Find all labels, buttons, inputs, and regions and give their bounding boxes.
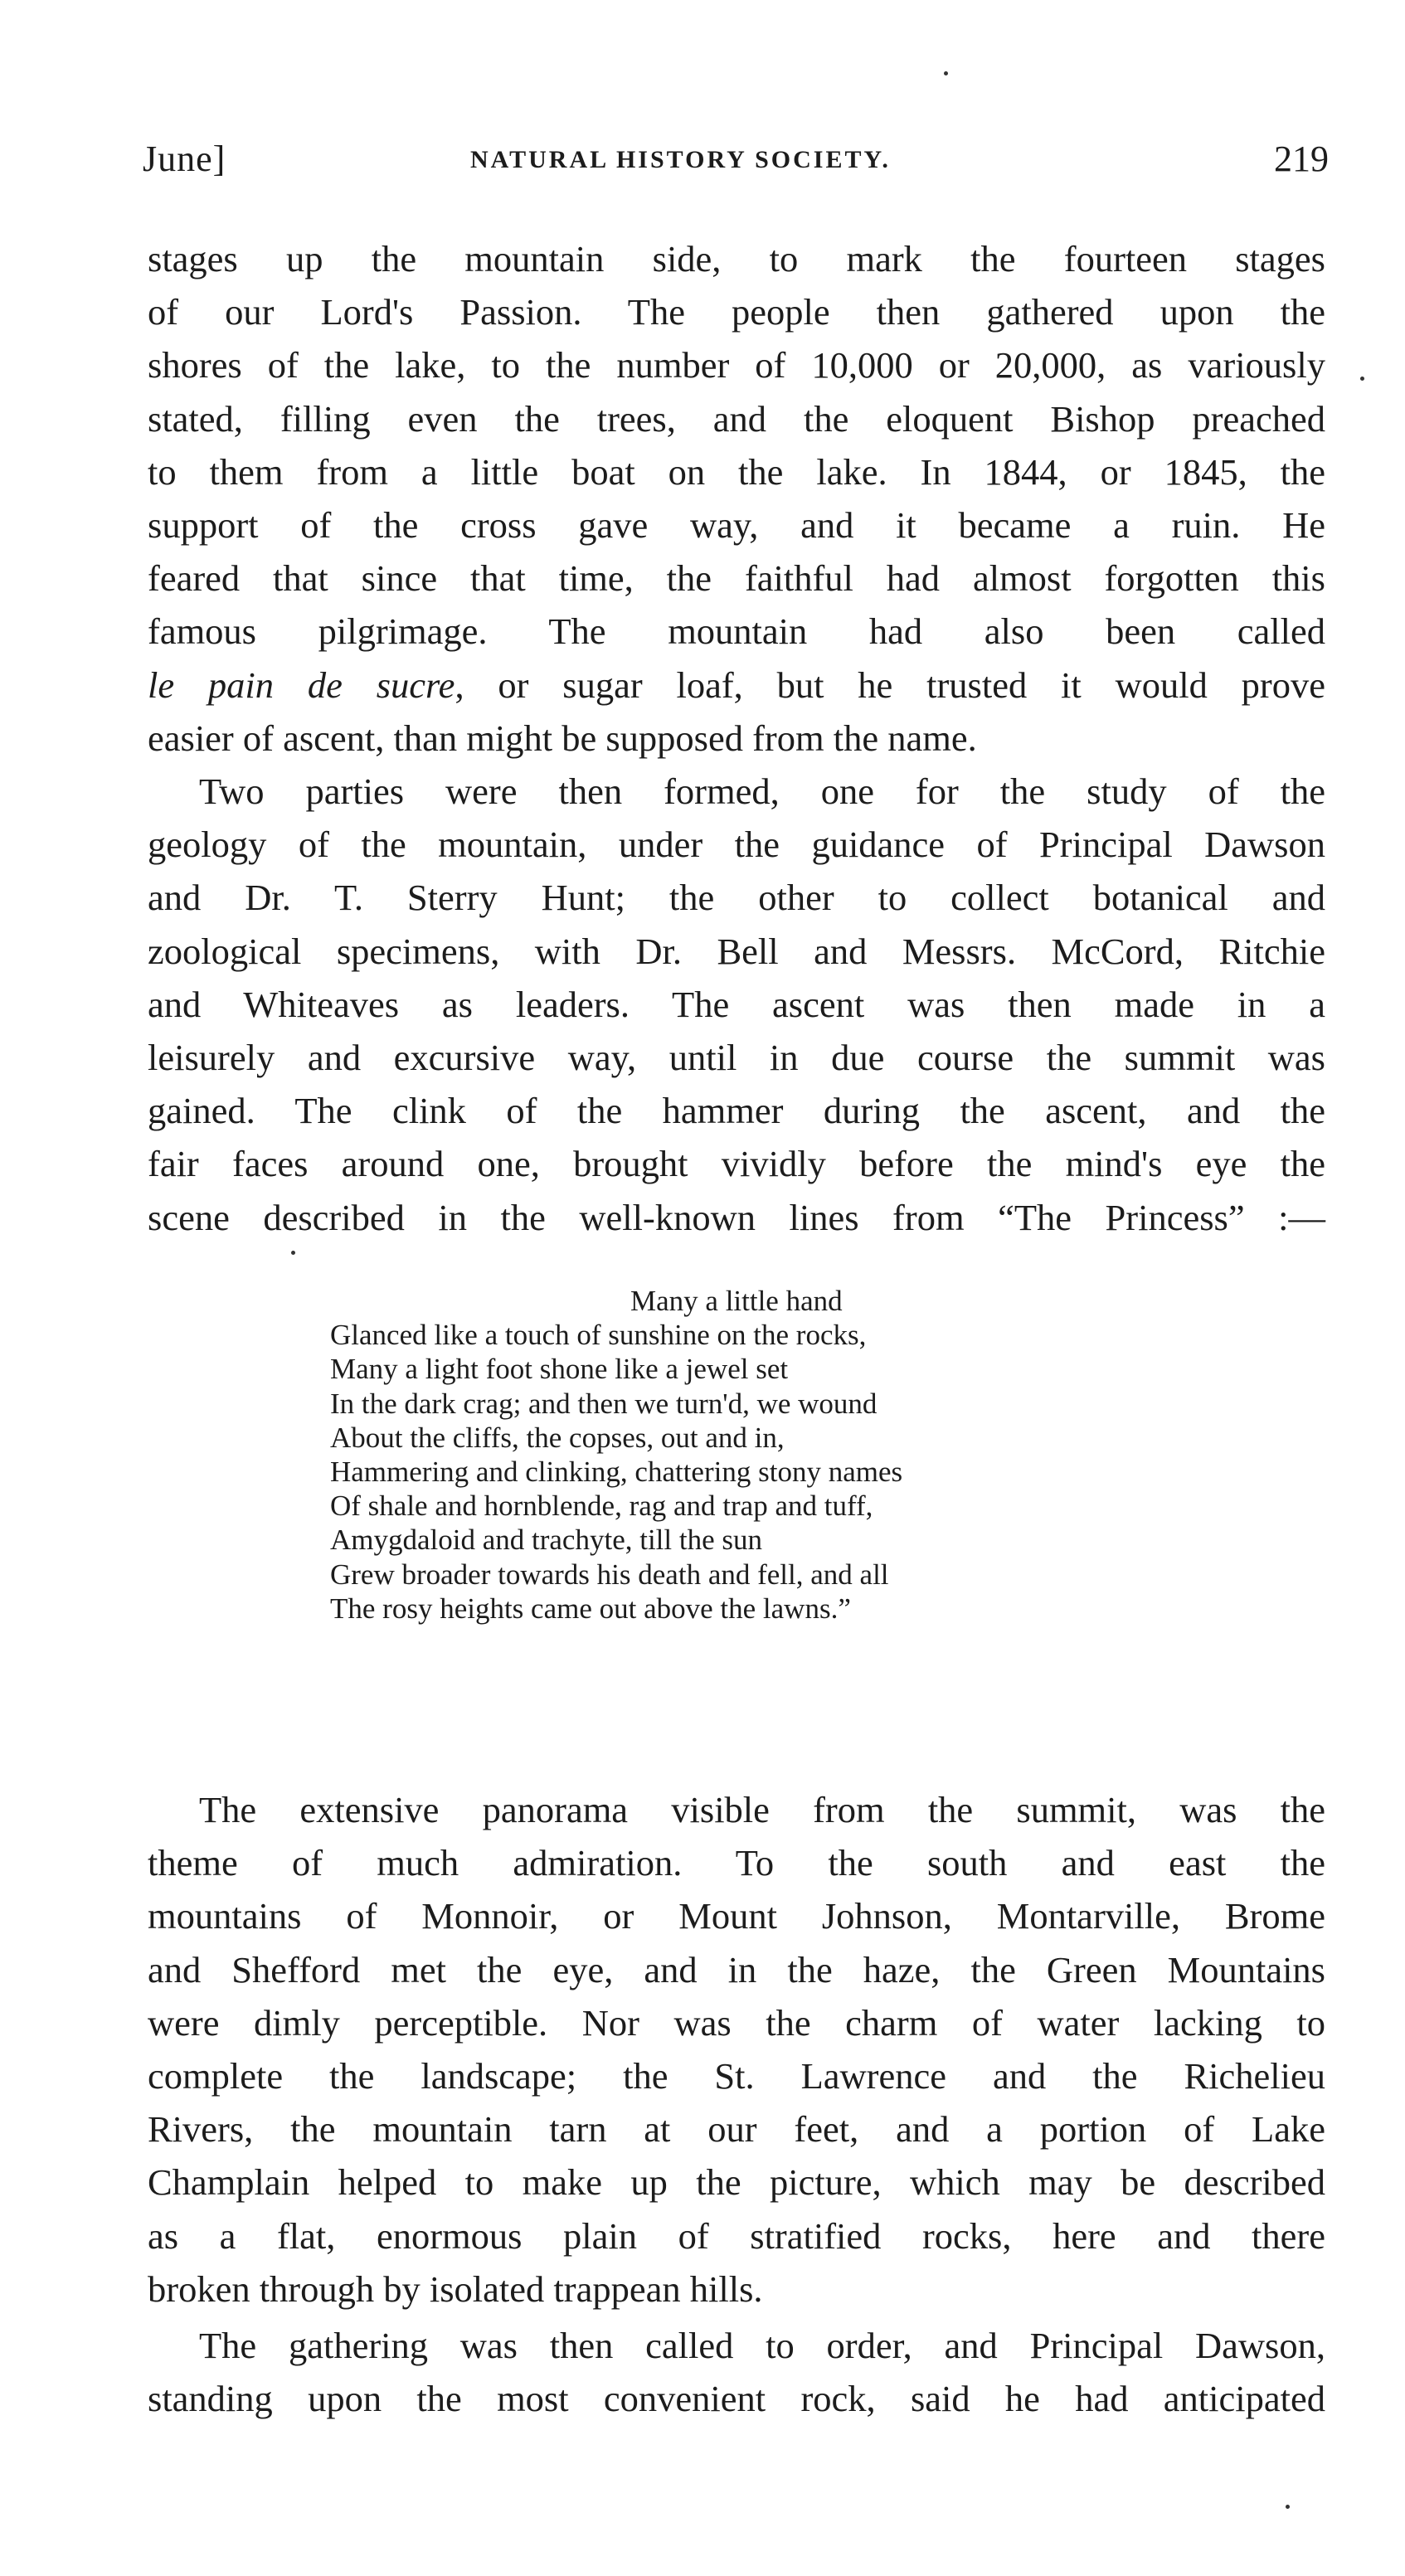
text-line: mountains of Monnoir, or Mount Johnson, Montarville, Brome	[148, 1895, 1325, 1937]
text-line: Rivers, the mountain tarn at our feet, and a portion of Lake	[148, 2108, 1325, 2151]
running-header	[143, 138, 1329, 187]
paragraph-1	[148, 232, 1325, 765]
text-line: as a flat, enormous plain of stratified rocks, here and there	[148, 2214, 1325, 2257]
text-line: famous pilgrimage. The mountain had also been called	[148, 610, 1325, 653]
text-line: were dimly perceptible. Nor was the charm of water lacking to	[148, 2001, 1325, 2044]
text-line: Two parties were then formed, one for the study of the	[199, 770, 1325, 812]
speck-mark	[291, 1251, 295, 1255]
poem-line: Many a light foot shone like a jewel set	[330, 1353, 789, 1386]
speck-mark	[1286, 2505, 1290, 2509]
text-line: easier of ascent, than might be supposed from the name.	[148, 717, 977, 759]
text-line: complete the landscape; the St. Lawrence and the Richelieu	[148, 2055, 1325, 2097]
text-line: feared that since that time, the faithful had almost forgotten this	[148, 557, 1325, 600]
text-line: theme of much admiration. To the south and east the	[148, 1842, 1325, 1884]
header-title: NATURAL HISTORY SOCIETY.	[470, 146, 891, 173]
header-month: June]	[143, 139, 226, 179]
text-line: support of the cross gave way, and it became a ruin. He	[148, 504, 1325, 547]
text-line: The gathering was then called to order, and Principal Dawson,	[199, 2325, 1325, 2366]
text-line: stages up the mountain side, to mark the fourteen stages	[148, 238, 1325, 279]
speck-mark	[944, 71, 948, 75]
text-line-italic-start: le pain de sucre, or sugar loaf, but he trusted it would prove	[148, 663, 1325, 706]
text-line: leisurely and excursive way, until in due course the summit was	[148, 1037, 1325, 1079]
text-line: fair faces around one, brought vividly before the mind's eye the	[148, 1143, 1325, 1185]
poem-line: Glanced like a touch of sunshine on the rocks,	[330, 1319, 867, 1352]
text-line: shores of the lake, to the number of 10,000 or 20,000, as variously	[148, 344, 1325, 386]
page-number: 219	[1274, 139, 1329, 179]
text-line: scene described in the well-known lines from “The Princess” :—	[148, 1196, 1325, 1238]
text-line: of our Lord's Passion. The people then gathered upon the	[148, 291, 1325, 333]
paragraph-4	[148, 2319, 1325, 2425]
poem-quotation	[330, 1284, 1159, 1626]
text-line: to them from a little boat on the lake. In 1844, or 1845, the	[148, 450, 1325, 493]
poem-line: Of shale and hornblende, rag and trap and tuff,	[330, 1490, 873, 1523]
poem-line: Hammering and clinking, chattering stony names	[330, 1456, 903, 1489]
text-line: standing upon the most convenient rock, said he had anticipated	[148, 2378, 1325, 2420]
speck-mark	[1360, 377, 1364, 381]
text-line: gained. The clink of the hammer during the ascent, and the	[148, 1090, 1325, 1132]
text-line: and Shefford met the eye, and in the haze, the Green Mountains	[148, 1948, 1325, 1990]
italic-phrase: le pain de sucre	[148, 663, 455, 706]
poem-line: Grew broader towards his death and fell, and all	[330, 1558, 889, 1591]
paragraph-2	[148, 765, 1325, 1244]
text-line: stated, filling even the trees, and the eloquent Bishop preached	[148, 397, 1325, 440]
poem-line: In the dark crag; and then we turn'd, we wound	[330, 1387, 878, 1420]
paragraph-3	[148, 1783, 1325, 2316]
poem-line: About the cliffs, the copses, out and in,	[330, 1421, 785, 1454]
text-line: Champlain helped to make up the picture, which may be described	[148, 2161, 1325, 2204]
text-line: The extensive panorama visible from the summit, was the	[199, 1789, 1325, 1830]
poem-line: The rosy heights came out above the lawns.”	[330, 1592, 851, 1625]
text-line: and Whiteaves as leaders. The ascent was then made in a	[148, 983, 1325, 1025]
text-line: and Dr. T. Sterry Hunt; the other to collect botanical and	[148, 877, 1325, 919]
text-line: zoological specimens, with Dr. Bell and Messrs. McCord, Ritchie	[148, 930, 1325, 972]
poem-line: Amygdaloid and trachyte, till the sun	[330, 1524, 763, 1557]
poem-line: Many a little hand	[630, 1285, 843, 1317]
text-line: broken through by isolated trappean hills.	[148, 2267, 763, 2310]
text-line: geology of the mountain, under the guidance of Principal Dawson	[148, 824, 1325, 866]
